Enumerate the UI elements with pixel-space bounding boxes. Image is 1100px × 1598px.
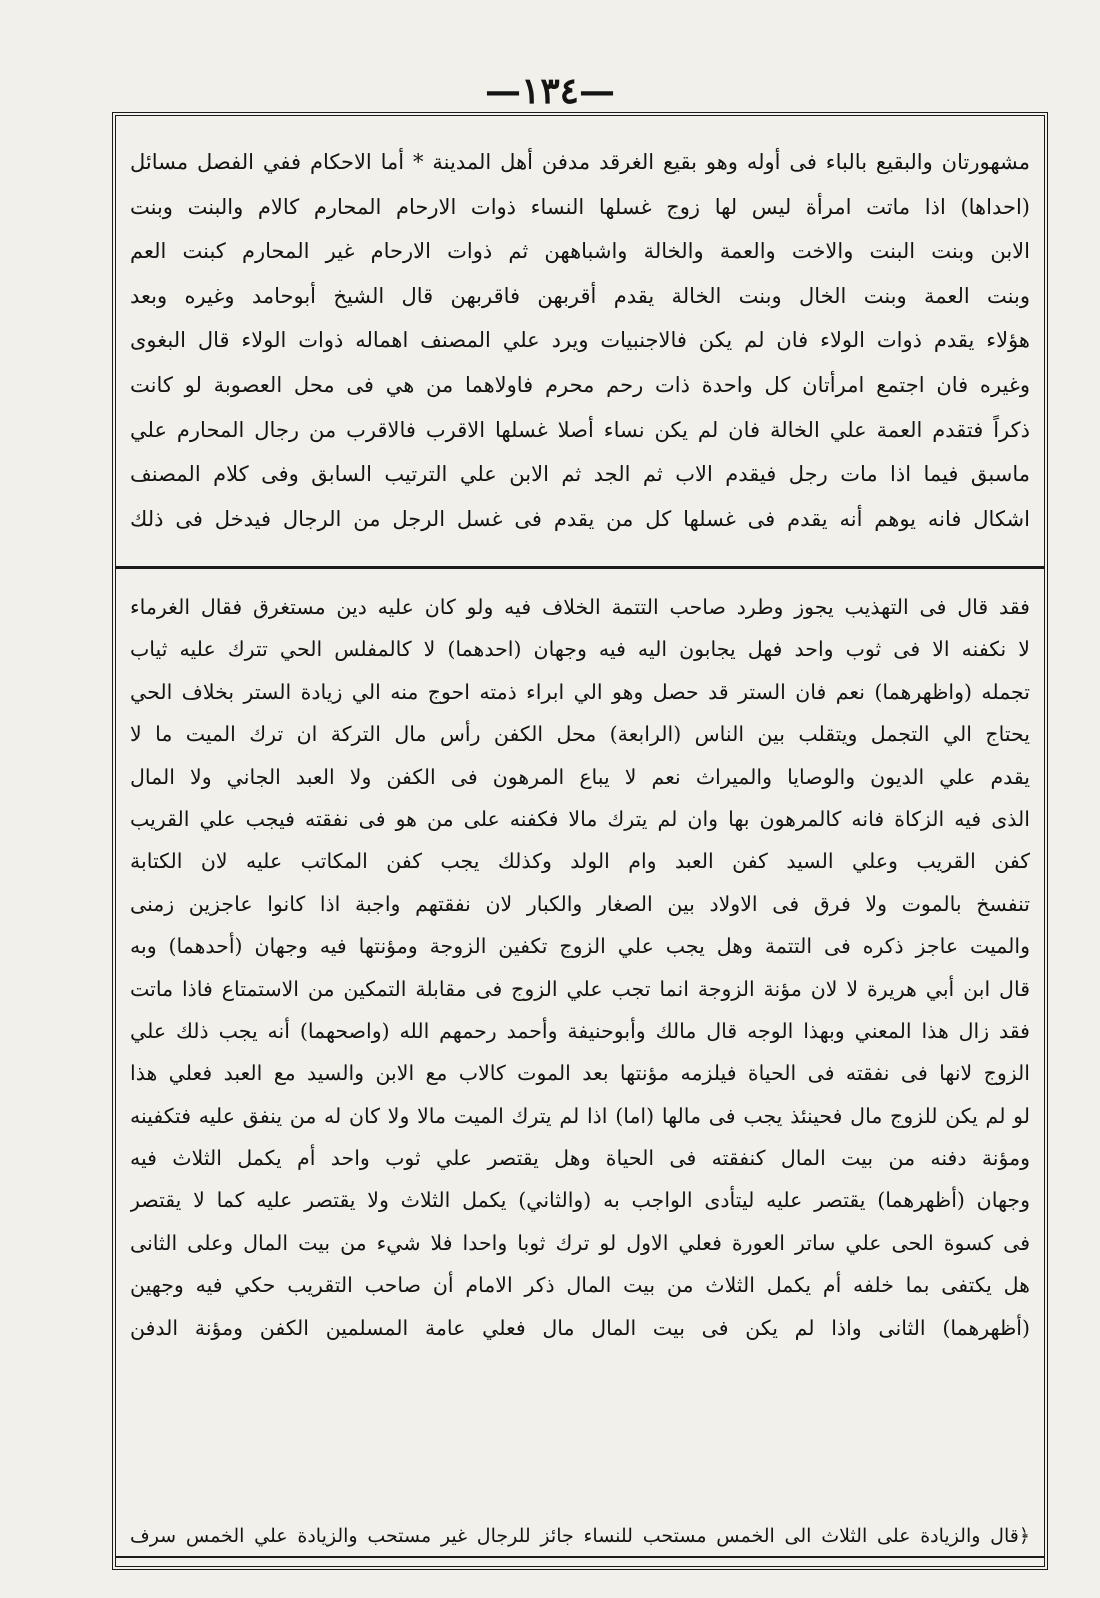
- main-text-line: وغيره فان اجتمع امرأتان كل واحدة ذات رحم محرم فاولاهما من هي فى محل العصوبة لو كانت: [130, 372, 1030, 397]
- commentary-text-line: فقد زال هذا المعني وبهذا الوجه قال مالك وأبوحنيفة وأحمد رحمهم الله (واصحهما) أنه يجب ذلك علي: [130, 1018, 1030, 1043]
- commentary-text-line: فى كسوة الحى علي ساتر العورة فعلي الاول لو ترك ثوبا واحدا فلا شيء من بيت المال وعلى الثانى: [130, 1230, 1030, 1255]
- main-text-line: ذكراً فتقدم العمة علي الخالة فان لم يكن نساء أصلا غسلها الاقرب فالاقرب من رجال المحارم علي: [130, 417, 1030, 442]
- commentary-text-line: قال ابن أبي هريرة لا لان مؤنة الزوجة انما تجب علي الزوج فى مقابلة التمكين من الاستمتاع فاذا ماتت: [130, 976, 1030, 1001]
- main-text-line: وبنت العمة وبنت الخال وبنت الخالة يقدم أقربهن فاقربهن قال الشيخ أبوحامد وغيره وبعد: [130, 283, 1030, 308]
- commentary-text-line: كفن القريب وعلي السيد كفن العبد وام الولد وكذلك يجب كفن المكاتب عليه لان الكتابة: [130, 849, 1030, 874]
- commentary-text-line: هل يكتفى بما خلفه أم يكمل الثلاث من بيت المال ذكر الامام أن صاحب التقريب حكي فيه وجهين: [130, 1273, 1030, 1298]
- commentary-text-line: والميت عاجز ذكره فى التتمة وهل يجب علي الزوج تكفين الزوجة ومؤنتها فيه وجهان (أحدهما) وبه: [130, 934, 1030, 959]
- main-text-line: (احداها) اذا ماتت امرأة ليس لها زوج غسلها النساء ذوات الارحام المحارم كالام والبنت وبنت: [130, 194, 1030, 219]
- commentary-text-line: لا نكفنه الا فى ثوب واحد فهل يجابون اليه فيه وجهان (احدهما) لا كالمفلس الحي تترك عليه ثياب: [130, 637, 1030, 662]
- page-number: —١٣٤—: [484, 70, 615, 112]
- commentary-text-line: (أظهرهما) الثانى واذا لم يكن فى بيت المال مال فعلي عامة المسلمين الكفن ومؤنة الدفن: [130, 1315, 1030, 1340]
- main-text-line: اشكال فانه يوهم أنه يقدم فى غسلها كل من يقدم فى غسل الرجل من الرجال فيدخل فى ذلك: [130, 506, 1030, 531]
- commentary-text-line: يحتاج الي التجمل ويتقلب بين الناس (الرابعة) محل الكفن رأس مال التركة ان ترك الميت ما لا: [130, 722, 1030, 747]
- commentary-text-line: وجهان (أظهرهما) يقتصر عليه ليتأدى الواجب به (والثاني) يكمل الثلاث ولا يقتصر عليه كما لا يقتصر: [130, 1188, 1030, 1213]
- main-text-line: مشهورتان والبقيع بالباء فى أوله وهو بقيع الغرقد مدفن أهل المدينة * أما الاحكام ففي الفصل مسائل: [130, 150, 1030, 174]
- main-text-block: [130, 140, 1030, 541]
- commentary-text-line: الذى فيه الزكاة فانه كالمرهون بها وان لم يترك مالا فكفنه على من هو فى نفقته فيجب علي القريب: [130, 806, 1030, 831]
- commentary-text-line: يقدم علي الديون والوصايا والميراث نعم لا يباع المرهون فى الكفن ولا العبد الجاني ولا المال: [130, 764, 1030, 789]
- commentary-text-line: تجمله (واظهرهما) نعم فان الستر قد حصل وهو الي ابراء ذمته احوج منه الي زيادة الستر بخلاف الحي: [130, 679, 1030, 704]
- page-frame: [112, 112, 1048, 1570]
- bottom-rule: [116, 1556, 1044, 1558]
- commentary-text-line: تنفسخ بالموت ولا فرق فى الاولاد بين الصغار والكبار لان نفقتهم واجبة اذا كانوا عاجزين زمنى: [130, 891, 1030, 916]
- section-divider: [116, 566, 1044, 569]
- commentary-text-line: الزوج لانها فى نفقته فى الحياة فيلزمه مؤنتها بعد الموت كالاب مع الابن والسيد مع العبد فعلي هذا: [130, 1061, 1030, 1086]
- main-text-line: هؤلاء يقدم ذوات الولاء فان لم يكن فالاجنبيات ويرد علي المصنف اهماله ذوات الولاء قال البغوى: [130, 328, 1030, 353]
- commentary-text-block: [130, 586, 1030, 1349]
- commentary-text-line: فقد قال فى التهذيب يجوز وطرد صاحب التتمة الخلاف فيه ولو كان عليه دين مستغرق فقال الغرماء: [130, 595, 1030, 619]
- quoted-matn-line: ﴿قال والزيادة على الثلاث الى الخمس مستحب للنساء جائز للرجال غير مستحب والزيادة علي الخمس سرف: [130, 1525, 1030, 1547]
- commentary-text-line: ومؤنة دفنه من بيت المال كنفقته فى الحياة وهل يقتصر علي ثوب واحد أم يكمل الثلاث فيه: [130, 1146, 1030, 1171]
- commentary-text-line: لو لم يكن للزوج مال فحينئذ يجب فى مالها (اما) اذا لم يترك الميت مالا ولا كان له من ينفق عليه فتكفينه: [130, 1103, 1030, 1128]
- main-text-line: ماسبق فيما اذا مات رجل فيقدم الاب ثم الجد ثم الابن علي الترتيب السابق وفى كلام المصنف: [130, 462, 1030, 487]
- main-text-line: الابن وبنت البنت والاخت والعمة والخالة واشباههن ثم ذوات الارحام غير المحارم كبنت العم: [130, 239, 1030, 264]
